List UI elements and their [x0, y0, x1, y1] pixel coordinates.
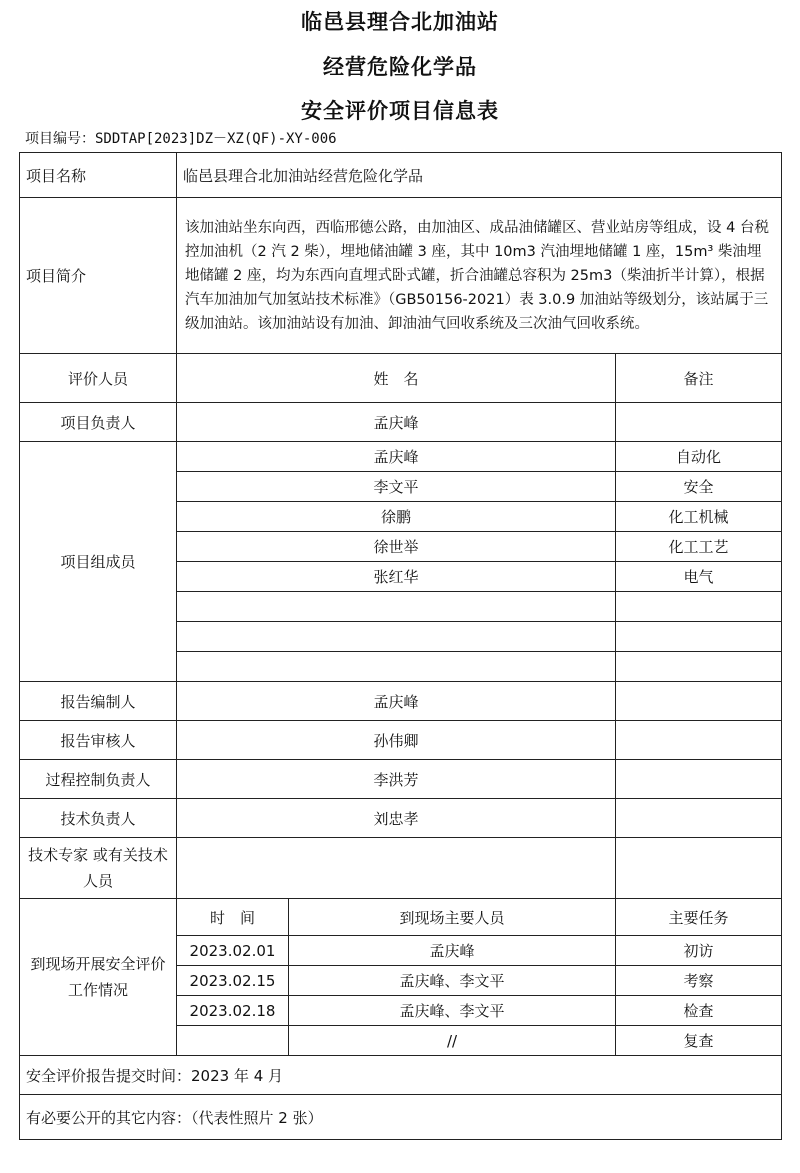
onsite-time: 2023.02.15	[177, 966, 289, 996]
project-intro-row	[20, 198, 782, 354]
member-name	[177, 592, 616, 622]
title-line-1: 临邑县理合北加油站	[301, 10, 499, 34]
leader-row	[20, 403, 782, 442]
process-name: 李洪芳	[177, 760, 616, 799]
project-name-row	[20, 153, 782, 198]
member-name: 徐鹏	[177, 502, 616, 532]
expert-name	[177, 838, 616, 899]
member-note: 化工工艺	[616, 532, 782, 562]
other-content: 有必要公开的其它内容：（代表性照片 2 张）	[20, 1095, 782, 1140]
onsite-header-time: 时 间	[177, 899, 289, 936]
onsite-time: 2023.02.18	[177, 996, 289, 1026]
compiler-note	[616, 682, 782, 721]
compiler-name: 孟庆峰	[177, 682, 616, 721]
members-label: 项目组成员	[20, 442, 177, 682]
member-row	[20, 442, 782, 472]
member-name	[177, 622, 616, 652]
personnel-header-row	[20, 354, 782, 403]
onsite-time	[177, 1026, 289, 1056]
member-name: 李文平	[177, 472, 616, 502]
project-number-value: SDDTAP[2023]DZ－XZ(QF)-XY-006	[95, 131, 337, 147]
onsite-people: 孟庆峰	[289, 936, 616, 966]
header-note: 备注	[616, 354, 782, 403]
project-number-label: 项目编号：	[25, 131, 95, 147]
tech-note	[616, 799, 782, 838]
process-note	[616, 760, 782, 799]
leader-label: 项目负责人	[20, 403, 177, 442]
member-note	[616, 592, 782, 622]
onsite-task: 初访	[616, 936, 782, 966]
onsite-header-row	[20, 899, 782, 936]
expert-row	[20, 838, 782, 899]
member-note: 安全	[616, 472, 782, 502]
reviewer-name: 孙伟卿	[177, 721, 616, 760]
member-name: 孟庆峰	[177, 442, 616, 472]
member-note: 电气	[616, 562, 782, 592]
member-name	[177, 652, 616, 682]
project-name-value: 临邑县理合北加油站经营危险化学品	[177, 153, 782, 198]
header-name: 姓 名	[177, 354, 616, 403]
compiler-row	[20, 682, 782, 721]
onsite-people: //	[289, 1026, 616, 1056]
header-role: 评价人员	[20, 354, 177, 403]
onsite-people: 孟庆峰、李文平	[289, 966, 616, 996]
tech-name: 刘忠孝	[177, 799, 616, 838]
project-number	[25, 128, 337, 148]
member-note	[616, 622, 782, 652]
title-line-2: 经营危险化学品	[323, 55, 477, 79]
reviewer-note	[616, 721, 782, 760]
member-name: 张红华	[177, 562, 616, 592]
leader-name: 孟庆峰	[177, 403, 616, 442]
reviewer-label: 报告审核人	[20, 721, 177, 760]
onsite-header-task: 主要任务	[616, 899, 782, 936]
project-intro-label: 项目简介	[20, 198, 177, 354]
tech-row	[20, 799, 782, 838]
onsite-header-people: 到现场主要人员	[289, 899, 616, 936]
member-name: 徐世举	[177, 532, 616, 562]
process-row	[20, 760, 782, 799]
project-intro-text: 该加油站坐东向西，西临邢德公路，由加油区、成品油储罐区、营业站房等组成，设 4 台税控加油机（2 汽 2 柴），埋地储油罐 3 座，其中 10m3 汽油埋地储罐 1 座，15m³ 柴油埋地储罐 2 座，均为东西向直埋式卧式罐，折合油罐总容积为 25m3（柴油折半计算），根据汽车加油加气加氢站技术标准》（GB50156-2021）表 3.0.9 加油站等级划分，该站属于三级加油站。该加油站设有加油、卸油油气回收系统及三次油气回收系统。	[177, 198, 782, 354]
member-note: 自动化	[616, 442, 782, 472]
submit-row	[20, 1056, 782, 1095]
onsite-task: 考察	[616, 966, 782, 996]
expert-note	[616, 838, 782, 899]
tech-label: 技术负责人	[20, 799, 177, 838]
title-line-3: 安全评价项目信息表	[301, 99, 499, 123]
compiler-label: 报告编制人	[20, 682, 177, 721]
project-name-label: 项目名称	[20, 153, 177, 198]
onsite-task: 检查	[616, 996, 782, 1026]
member-note	[616, 652, 782, 682]
onsite-time: 2023.02.01	[177, 936, 289, 966]
process-label: 过程控制负责人	[20, 760, 177, 799]
info-table	[19, 152, 782, 1140]
onsite-people: 孟庆峰、李文平	[289, 996, 616, 1026]
reviewer-row	[20, 721, 782, 760]
submit-time: 安全评价报告提交时间：2023 年 4 月	[20, 1056, 782, 1095]
member-note: 化工机械	[616, 502, 782, 532]
onsite-task: 复查	[616, 1026, 782, 1056]
expert-label: 技术专家 或有关技术人员	[20, 838, 177, 899]
leader-note	[616, 403, 782, 442]
onsite-label: 到现场开展安全评价工作情况	[20, 899, 177, 1056]
other-row	[20, 1095, 782, 1140]
